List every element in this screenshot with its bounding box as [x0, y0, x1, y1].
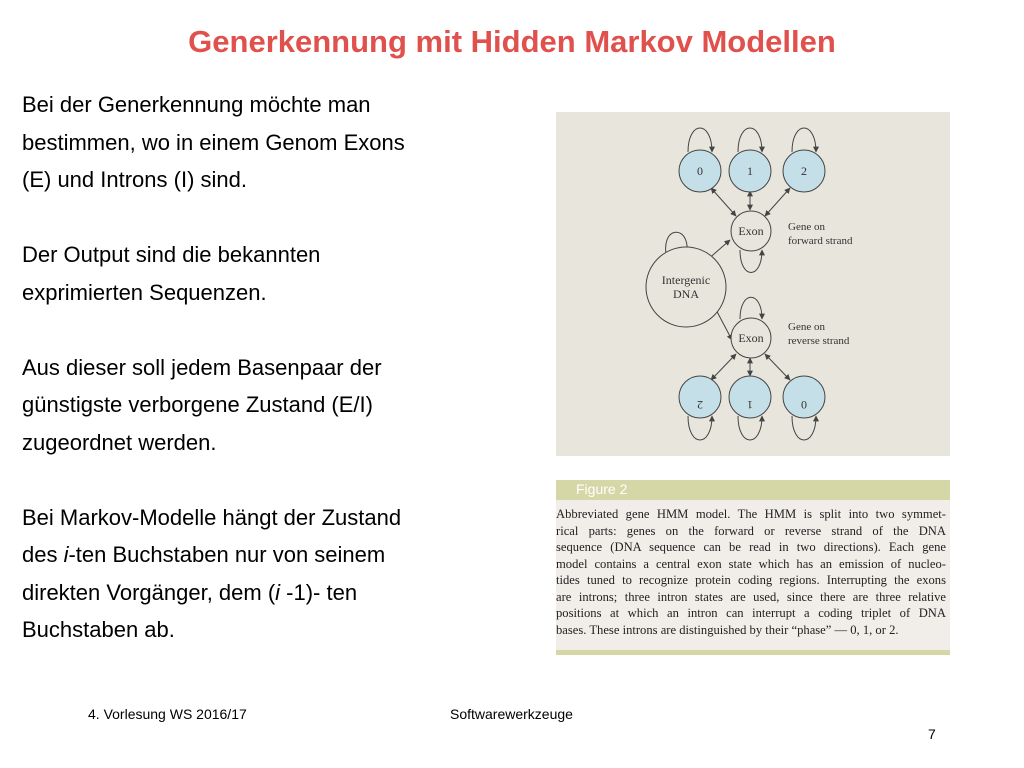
text-fragment: -ten Buchstaben nur von seinem: [68, 542, 386, 567]
figure-caption-text: [556, 506, 950, 638]
text-line: [22, 574, 522, 612]
node-top-label: 1: [747, 164, 753, 178]
self-loop-top-0: [688, 128, 712, 152]
forward-strand-label-2: forward strand: [788, 235, 853, 247]
variable-i: i: [275, 579, 281, 605]
text-line: günstigste verborgene Zustand (E/I): [22, 392, 373, 417]
edge-exon-bottom0: [765, 354, 790, 380]
text-line: Der Output sind die bekannten: [22, 242, 321, 267]
node-top-label: 0: [697, 164, 703, 178]
exon-label: Exon: [738, 331, 764, 345]
node-bottom-label: 2: [697, 398, 703, 412]
text-line: bestimmen, wo in einem Genom Exons: [22, 129, 405, 155]
caption-line: model contains a central exon state which has an emission of nucleo-: [556, 556, 946, 571]
text-fragment: -1)- ten: [280, 579, 358, 605]
node-bottom-label: 0: [801, 398, 807, 412]
caption-line: bases. These introns are distinguished by their “phase” — 0, 1, or 2.: [556, 622, 899, 637]
caption-line: rical parts: genes on the forward or reverse strand of the DNA: [556, 523, 946, 538]
variable-i: i: [63, 542, 69, 567]
text-line: exprimierten Sequenzen.: [22, 279, 267, 305]
text-line: (E) und Introns (I) sind.: [22, 167, 247, 192]
caption-line: sequence (DNA sequence can be read in two directions). Each gene: [556, 540, 946, 554]
footer-course: Softwarewerkzeuge: [450, 706, 573, 722]
edge-exon-bottom2: [711, 354, 736, 380]
text-line: Bei der Generkennung möchte man: [22, 92, 371, 117]
edge-top2-exon: [765, 188, 790, 216]
exon-label: Exon: [738, 224, 764, 238]
text-line: [22, 536, 522, 574]
text-line: Buchstaben ab.: [22, 617, 175, 642]
intergenic-label-2: DNA: [673, 287, 699, 301]
text-fragment: des: [22, 542, 64, 567]
self-loop-bottom-1: [738, 416, 762, 440]
self-loop-bottom-0: [792, 416, 816, 440]
caption-line: Abbreviated gene HMM model. The HMM is split into two symmet-: [556, 507, 946, 521]
hmm-diagram-panel: [556, 112, 950, 456]
self-loop-top-2: [792, 128, 816, 152]
caption-line: positions at which an intron can interrupt a coding triplet of DNA: [556, 606, 946, 620]
reverse-strand-label-1: Gene on: [788, 321, 825, 333]
text-line: zugeordnet werden.: [22, 429, 217, 455]
node-bottom-label: 1: [747, 398, 753, 412]
self-loop-exon-bottom: [740, 297, 762, 319]
edge-top0-exon: [711, 188, 736, 216]
intergenic-label-1: Intergenic: [661, 273, 711, 287]
caption-line: tides tuned to recognize protein coding regions. Interrupting the exons: [556, 573, 946, 587]
paragraph-2: [22, 236, 522, 311]
figure-header-label: Figure 2: [576, 481, 628, 497]
reverse-strand-label-2: reverse strand: [788, 335, 850, 347]
self-loop-top-1: [738, 128, 762, 152]
footer-lecture: 4. Vorlesung WS 2016/17: [88, 706, 247, 722]
figure-header-bar: [556, 480, 950, 500]
caption-line: are introns; three intron states are used, since there are three relative: [556, 589, 946, 604]
figure-caption: [556, 500, 950, 650]
figure-caption-bottom-bar: [556, 650, 950, 655]
paragraph-3: [22, 349, 522, 462]
page-number: 7: [928, 726, 936, 742]
self-loop-bottom-2: [688, 416, 712, 440]
text-line: Bei Markov-Modelle hängt der Zustand: [22, 504, 402, 530]
hmm-diagram: [556, 112, 950, 456]
paragraph-1: [22, 86, 522, 199]
self-loop-exon-top: [740, 250, 762, 273]
text-fragment: direkten Vorgänger, dem (: [22, 579, 276, 605]
text-line: Aus dieser soll jedem Basenpaar der: [22, 354, 382, 380]
forward-strand-label-1: Gene on: [788, 221, 825, 233]
slide-body: [22, 86, 522, 649]
slide-title: Generkennung mit Hidden Markov Modellen: [188, 24, 836, 59]
paragraph-4: [22, 499, 522, 649]
node-top-label: 2: [801, 164, 807, 178]
